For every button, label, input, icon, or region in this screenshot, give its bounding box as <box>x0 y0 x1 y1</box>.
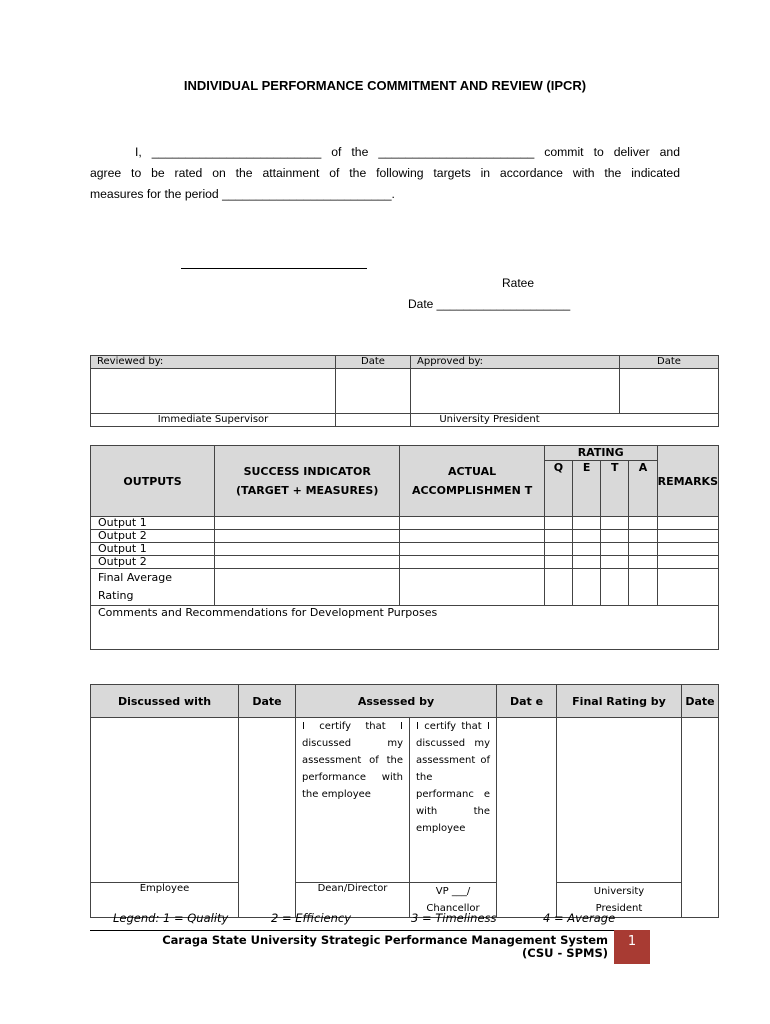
final-rating-header: Final Rating by <box>557 685 682 718</box>
page-title: INDIVIDUAL PERFORMANCE COMMITMENT AND REVIEW (IPCR) <box>183 78 587 93</box>
vp-chancellor-label: VP ___/ Chancellor <box>410 883 497 918</box>
rating-header: RATING <box>544 446 657 461</box>
discussed-signature-cell <box>91 718 239 883</box>
output-label: Output 1 <box>91 543 215 556</box>
table-row <box>91 556 719 569</box>
page-number: 1 <box>614 930 650 964</box>
output-label: Output 1 <box>91 517 215 530</box>
date-header-2: Dat e <box>497 685 557 718</box>
commitment-line-1: I, _________________________ of the _______________________ commit to deliver and <box>135 145 680 159</box>
approve-date-label: Date <box>620 356 719 369</box>
footer-text <box>90 934 608 960</box>
rating-e-header: E <box>573 461 601 517</box>
comments-label: Comments and Recommendations for Development Purposes <box>91 606 719 650</box>
commitment-line-2: agree to be rated on the attainment of the following targets in accordance with the indicated <box>90 166 680 180</box>
footer-line-1: Caraga State University Strategic Performance Management System <box>162 933 608 947</box>
supervisor-label: Immediate Supervisor <box>91 414 336 427</box>
commitment-line-3: measures for the period _________________________. <box>90 187 395 201</box>
assessment-table <box>90 684 719 918</box>
discussed-with-header: Discussed with <box>91 685 239 718</box>
empty-cell <box>336 414 411 427</box>
legend-efficiency: 2 = Efficiency <box>271 911 352 925</box>
final-date-cell <box>682 718 719 918</box>
approver-signature-cell <box>411 369 620 414</box>
table-row <box>91 569 719 606</box>
outputs-table <box>90 445 719 650</box>
approver-date-cell <box>620 369 719 414</box>
president-label: University President <box>411 414 719 427</box>
output-label: Output 2 <box>91 530 215 543</box>
approved-by-label: Approved by: <box>411 356 620 369</box>
review-date-label: Date <box>336 356 411 369</box>
dean-director-label: Dean/Director <box>296 883 410 918</box>
ratee-date-label: Date ____________________ <box>408 297 571 311</box>
date-header-1: Date <box>239 685 296 718</box>
table-row <box>91 517 719 530</box>
outputs-header: OUTPUTS <box>91 446 215 517</box>
assessed-by-header: Assessed by <box>296 685 497 718</box>
legend-average: 4 = Average <box>543 911 616 925</box>
reviewer-date-cell <box>336 369 411 414</box>
success-indicator-header: SUCCESS INDICATOR (TARGET + MEASURES) <box>215 446 400 517</box>
actual-accomplishment-header: ACTUAL ACCOMPLISHMEN T <box>400 446 544 517</box>
rating-q-header: Q <box>544 461 572 517</box>
review-table <box>90 355 719 427</box>
date-header-3: Date <box>682 685 719 718</box>
dean-certification: I certify that I discussed my assessment of the performance with the employee <box>296 718 410 883</box>
legend-quality: Legend: 1 = Quality <box>113 911 229 925</box>
rating-a-header: A <box>629 461 657 517</box>
reviewer-signature-cell <box>91 369 336 414</box>
footer-divider <box>90 930 650 931</box>
assessed-date-cell <box>497 718 557 918</box>
reviewed-by-label: Reviewed by: <box>91 356 336 369</box>
commitment-paragraph <box>90 142 680 205</box>
employee-label: Employee <box>91 883 239 918</box>
university-president-label: University President <box>557 883 682 918</box>
vp-certification: I certify that I discussed my assessment of the performanc e with the employee <box>410 718 497 883</box>
footer-line-2: (CSU - SPMS) <box>521 946 608 960</box>
discussed-date-cell <box>239 718 296 918</box>
table-row <box>91 543 719 556</box>
remarks-header: REMARKS <box>657 446 718 517</box>
output-label: Output 2 <box>91 556 215 569</box>
table-row <box>91 530 719 543</box>
ratee-label: Ratee <box>502 276 535 290</box>
legend-timeliness: 3 = Timeliness <box>411 911 497 925</box>
final-rating-signature-cell <box>557 718 682 883</box>
final-average-label: Final Average Rating <box>91 569 215 606</box>
rating-t-header: T <box>601 461 629 517</box>
ratee-signature-line <box>181 258 367 269</box>
